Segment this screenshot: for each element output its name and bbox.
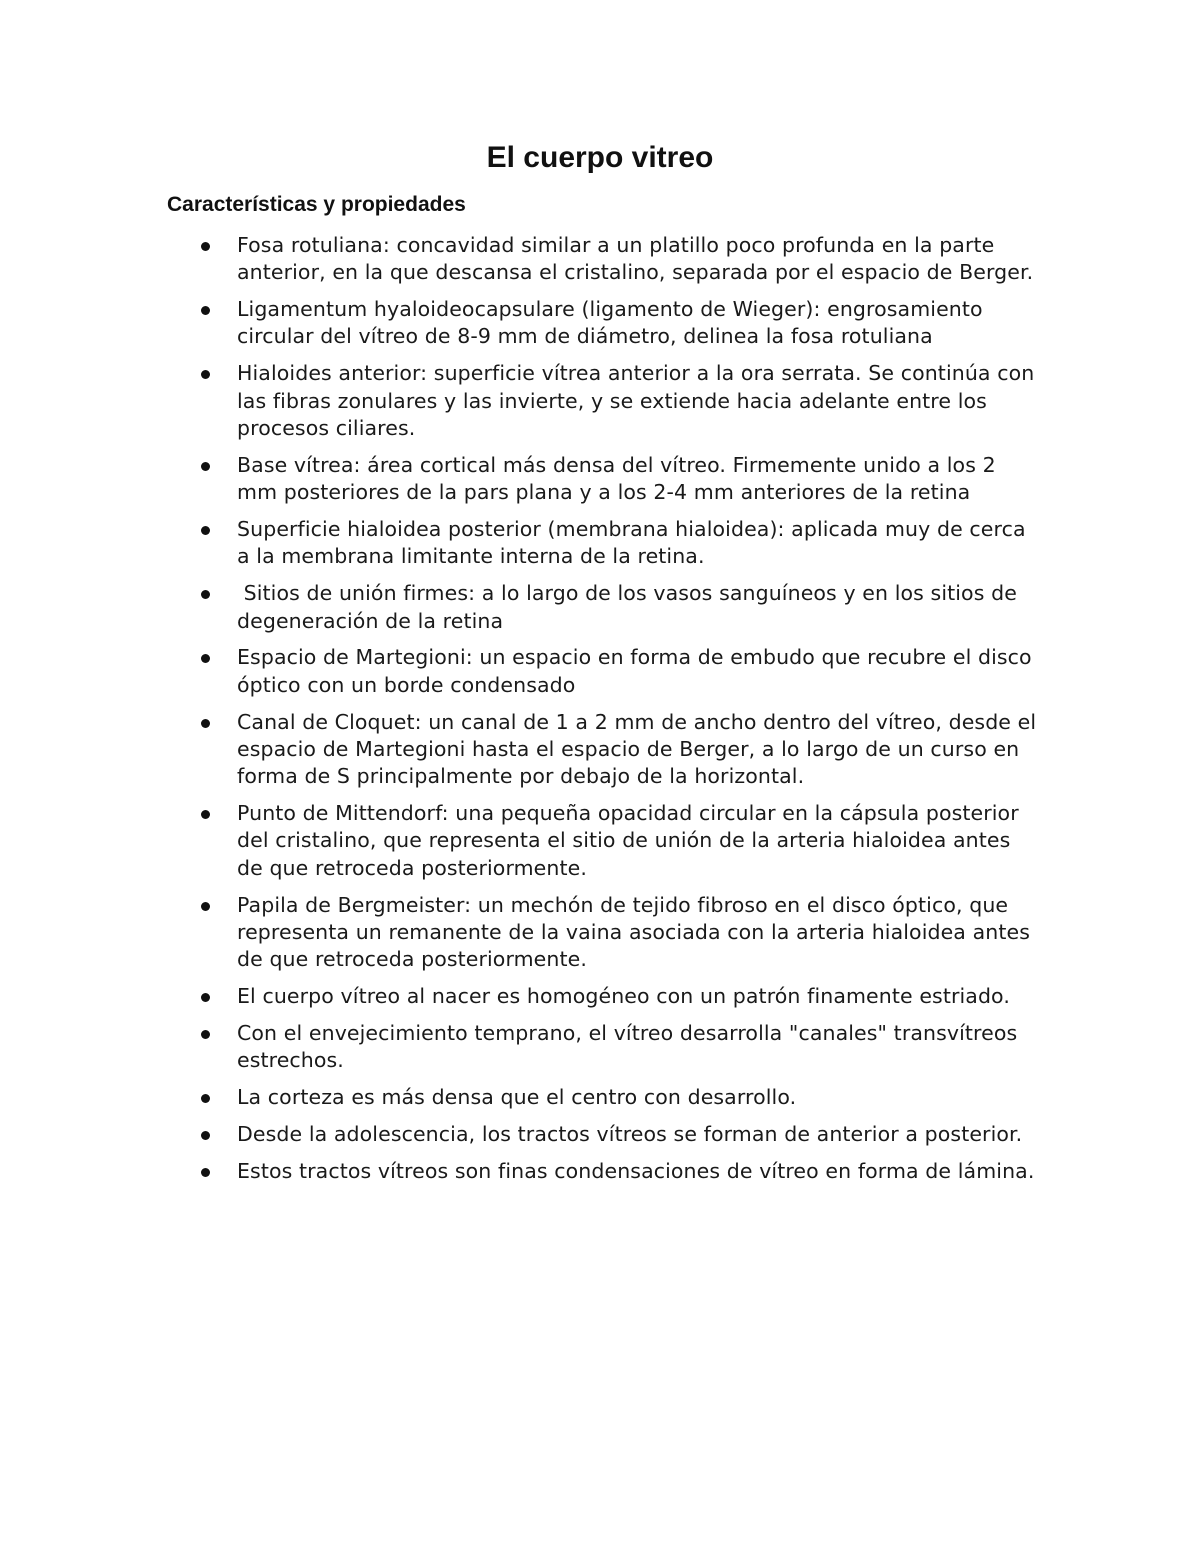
bullet-icon xyxy=(201,1094,210,1103)
list-item-text: Sitios de unión firmes: a lo largo de los vasos sanguíneos y en los sitios de degeneración de la retina xyxy=(237,581,1024,633)
list-item xyxy=(0,516,1037,571)
bullet-icon xyxy=(201,1131,210,1140)
document-title: El cuerpo vitreo xyxy=(486,141,714,174)
list-item xyxy=(0,800,1037,882)
list-item xyxy=(0,1121,1037,1148)
list-item xyxy=(0,232,1037,287)
bullet-icon xyxy=(201,1030,210,1039)
list-item xyxy=(0,983,1037,1010)
list-item-text: Estos tractos vítreos son finas condensaciones de vítreo en forma de lámina. xyxy=(237,1158,1035,1183)
list-item-text: Ligamentum hyaloideocapsulare (ligamento de Wieger): engrosamiento circular del vítreo de 8-9 mm de diámetro, delinea la fosa rotuliana xyxy=(237,297,983,349)
bullet-icon xyxy=(201,590,210,599)
list-item xyxy=(0,644,1037,699)
list-item xyxy=(0,452,1037,507)
list-item-text: Papila de Bergmeister: un mechón de tejido fibroso en el disco óptico, que representa un remanente de la vaina asociada con la arteria hialoidea antes de que retroceda posteriormente. xyxy=(237,892,1030,972)
bullet-icon xyxy=(201,902,210,911)
section-heading: Características y propiedades xyxy=(167,193,466,216)
list-item xyxy=(0,709,1037,791)
list-item-text: Base vítrea: área cortical más densa del vítreo. Firmemente unido a los 2 mm posteriores de la pars plana y a los 2-4 mm anteriores de la retina xyxy=(237,452,996,505)
list-item-text: Hialoides anterior: superficie vítrea anterior a la ora serrata. Se continúa con las fibras zonulares y las invierte, y se extiende hacia adelante entre los procesos ciliares. xyxy=(237,361,1035,440)
bullet-list xyxy=(0,232,1200,1195)
list-item xyxy=(0,296,1037,351)
list-item-text: El cuerpo vítreo al nacer es homogéneo con un patrón finamente estriado. xyxy=(237,984,1010,1009)
list-item xyxy=(0,360,1037,442)
list-item-text: Espacio de Martegioni: un espacio en forma de embudo que recubre el disco óptico con un borde condensado xyxy=(237,645,1032,697)
bullet-icon xyxy=(201,242,210,251)
list-item xyxy=(0,1158,1037,1185)
bullet-icon xyxy=(201,306,210,315)
list-item-text: Desde la adolescencia, los tractos vítreos se forman de anterior a posterior. xyxy=(237,1122,1023,1147)
list-item-text: Con el envejecimiento temprano, el vítreo desarrolla "canales" transvítreos estrechos. xyxy=(237,1020,1018,1073)
list-item-text: Fosa rotuliana: concavidad similar a un platillo poco profunda en la parte anterior, en la que descansa el cristalino, separada por el espacio de Berger. xyxy=(237,233,1034,285)
bullet-icon xyxy=(201,370,210,379)
bullet-icon xyxy=(201,810,210,819)
list-item xyxy=(0,1084,1037,1111)
list-item-text: Canal de Cloquet: un canal de 1 a 2 mm de ancho dentro del vítreo, desde el espacio de Martegioni hasta el espacio de Berger, a lo largo de un curso en forma de S principalmente por debajo de la horizontal. xyxy=(237,709,1037,789)
bullet-icon xyxy=(201,719,210,728)
list-item-text: Superficie hialoidea posterior (membrana hialoidea): aplicada muy de cerca a la membrana limitante interna de la retina. xyxy=(237,517,1026,569)
list-item-text: La corteza es más densa que el centro con desarrollo. xyxy=(237,1085,797,1110)
bullet-icon xyxy=(201,1168,210,1177)
bullet-icon xyxy=(201,462,210,471)
bullet-icon xyxy=(201,993,210,1002)
list-item-text: Punto de Mittendorf: una pequeña opacidad circular en la cápsula posterior del cristalino, que representa el sitio de unión de la arteria hialoidea antes de que retroceda posteriormente. xyxy=(237,801,1019,880)
list-item xyxy=(0,892,1037,974)
list-item xyxy=(0,1020,1037,1075)
bullet-icon xyxy=(201,654,210,663)
list-item xyxy=(0,580,1037,635)
bullet-icon xyxy=(201,526,210,535)
